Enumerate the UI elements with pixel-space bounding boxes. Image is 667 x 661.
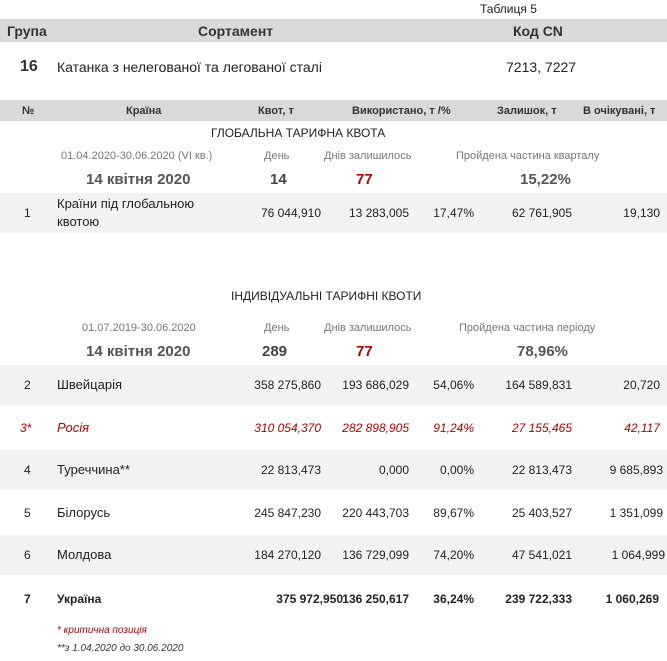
global-days-left: 77 [356,171,373,188]
row-used: 136 729,099 [342,548,409,562]
col-pending: В очікувані, т [583,105,656,117]
row-no: 1 [24,206,31,220]
row-no: 4 [24,463,31,477]
individual-days-left: 77 [356,343,373,360]
row-country: Молдова [57,547,112,562]
global-passed: 15,22% [520,171,571,188]
global-day-label: День [264,150,290,162]
footnote-critical: * критична позиція [57,625,147,636]
individual-days-left-label: Днів залишилось [324,322,412,334]
individual-passed: 78,96% [517,343,568,360]
col-remaining: Залишок, т [497,105,557,117]
row-remaining: 239 722,333 [505,592,572,606]
row-pct: 17,47% [433,206,474,220]
row-pending: 19,130 [623,206,660,220]
row-pending: 1 351,099 [609,506,663,520]
main-header-bar [0,19,667,42]
column-header-bar [0,100,667,121]
col-country: Країна [126,105,162,117]
row-no: 2 [24,378,31,392]
row-pending: 1 064,999 [611,548,665,562]
individual-day-label: День [264,322,290,334]
global-passed-label: Пройдена частина кварталу [456,150,600,162]
row-pct: 89,67% [433,506,474,520]
row-pending: 20,720 [623,378,660,392]
row-quota: 184 270,120 [254,548,321,562]
row-pending: 42,117 [624,421,660,435]
individual-period: 01.07.2019-30.06.2020 [82,322,196,334]
row-country: Росія [57,420,90,435]
row-pct: 74,20% [433,548,474,562]
header-sortament: Сортамент [198,23,274,39]
individual-day: 289 [262,343,288,360]
row-pending: 1 060,269 [605,592,659,606]
row-used: 193 686,029 [342,378,409,392]
header-code: Код CN [513,23,563,39]
col-used: Використано, т /% [352,105,451,117]
row-remaining: 25 403,527 [511,506,572,520]
row-used: 282 898,905 [342,421,409,435]
global-day: 14 [270,171,287,188]
table-caption: Таблиця 5 [480,2,537,16]
row-pending: 9 685,893 [609,463,663,477]
product-name: Катанка з нелегованої та легованої сталі [57,59,322,75]
row-pct: 36,24% [433,592,474,606]
individual-title: ІНДИВІДУАЛЬНІ ТАРИФНІ КВОТИ [231,289,422,303]
row-pct: 54,06% [433,378,474,392]
product-code: 7213, 7227 [506,59,577,75]
row-pct: 91,24% [433,421,474,435]
row-quota: 375 972,950 [276,592,343,606]
row-remaining: 47 541,021 [511,548,572,562]
product-group: 16 [20,58,38,75]
footnote-turkey: **з 1.04.2020 до 30.06.2020 [57,643,184,654]
row-no: 6 [24,548,31,562]
row-country: Білорусь [57,505,111,520]
individual-passed-label: Пройдена частина періоду [459,322,596,334]
row-no: 3* [20,421,32,435]
col-no: № [22,105,35,117]
row-remaining: 62 761,905 [511,206,572,220]
row-quota: 22 813,473 [260,463,321,477]
col-quota: Квот, т [258,105,294,117]
row-used: 0,000 [378,463,409,477]
row-used: 13 283,005 [348,206,409,220]
row-used: 220 443,703 [342,506,409,520]
row-country: Швейцарія [57,377,122,392]
row-quota: 245 847,230 [254,506,321,520]
row-country: Туреччина** [57,462,130,477]
row-no: 5 [24,506,31,520]
global-days-left-label: Днів залишилось [324,150,412,162]
row-country: Україна [57,592,102,606]
row-country-line2: квотою [57,214,100,229]
row-quota: 76 044,910 [260,206,321,220]
row-quota: 358 275,860 [254,378,321,392]
row-quota: 310 054,370 [254,421,321,435]
row-remaining: 164 589,831 [505,378,572,392]
row-used: 136 250,617 [342,592,409,606]
row-remaining: 22 813,473 [511,463,572,477]
global-title: ГЛОБАЛЬНА ТАРИФНА КВОТА [211,126,386,140]
individual-date: 14 квітня 2020 [86,343,191,360]
global-date: 14 квітня 2020 [86,171,191,188]
row-no: 7 [24,592,31,606]
row-pct: 0,00% [439,463,474,477]
row-country-line1: Країни під глобальною [57,196,195,211]
header-group: Група [7,23,47,39]
global-period: 01.04.2020-30.06.2020 (VI кв.) [61,150,213,162]
row-remaining: 27 155,465 [511,421,572,435]
